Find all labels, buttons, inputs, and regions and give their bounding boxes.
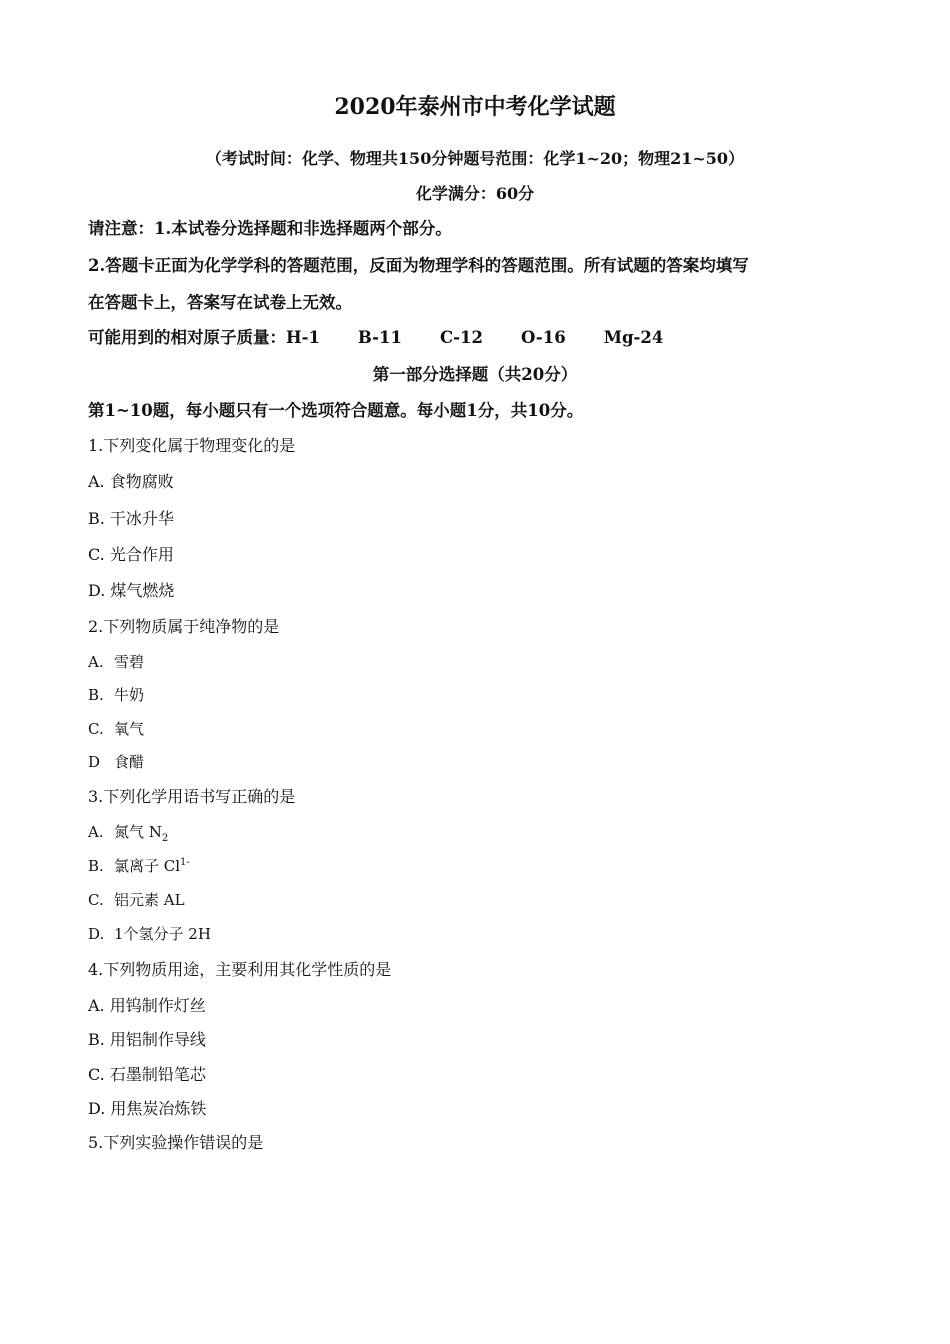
option: [88, 651, 144, 672]
notice-2a: 2.答题卡正面为化学学科的答题范围，反面为物理学科的答题范围。所有试题的答案均填写: [88, 256, 749, 275]
option: [88, 751, 144, 772]
option-text: 雪碧: [114, 653, 145, 671]
question-stem: 4.下列物质用途，主要利用其化学性质的是: [88, 960, 392, 979]
atomic-mass-item: C-12: [439, 328, 483, 347]
option-label: D: [88, 753, 101, 771]
option: C. 石墨制铅笔芯: [88, 1065, 206, 1084]
notice-1: 请注意：1.本试卷分选择题和非选择题两个部分。: [88, 219, 452, 238]
atomic-mass-item: H-1: [286, 328, 320, 347]
exam-time: （考试时间：化学、物理共150分钟题号范围：化学1~20；物理21~50）: [205, 149, 745, 168]
option: [88, 889, 185, 910]
option-text: 牛奶: [114, 686, 145, 704]
atomic-mass-item: O-16: [520, 328, 566, 347]
option: D. 煤气燃烧: [88, 581, 175, 600]
full-score: 化学满分：60分: [415, 184, 535, 203]
option: [88, 855, 190, 876]
question-stem: 1.下列变化属于物理变化的是: [88, 436, 296, 455]
option: A. 食物腐败: [88, 472, 174, 491]
atomic-mass-label: 可能用到的相对原子质量：: [88, 328, 286, 347]
section-instruction: 第1~10题，每小题只有一个选项符合题意。每小题1分，共10分。: [88, 401, 584, 420]
option-text: 食醋: [114, 753, 145, 771]
question-stem: 5.下列实验操作错误的是: [88, 1133, 264, 1152]
option: A. 用钨制作灯丝: [88, 996, 206, 1015]
option: B. 干冰升华: [88, 509, 174, 528]
option-label: C.: [88, 891, 104, 909]
question-stem: 2.下列物质属于纯净物的是: [88, 617, 280, 636]
option-text: 1个氢分子 2H: [114, 925, 211, 943]
option-label: B.: [88, 857, 104, 875]
option: B. 用铝制作导线: [88, 1030, 206, 1049]
option: [88, 684, 144, 705]
option: [88, 821, 168, 844]
section-title: 第一部分选择题（共20分）: [372, 365, 578, 384]
option-text: 氧气: [114, 720, 145, 738]
option-text: 氯离子 Cl: [114, 857, 181, 875]
notice-2b: 在答题卡上，答案写在试卷上无效。: [88, 293, 352, 312]
superscript: 1-: [180, 857, 190, 868]
option-label: A.: [88, 823, 104, 841]
option: [88, 923, 211, 944]
atomic-mass-item: Mg-24: [603, 328, 664, 347]
question-stem: 3.下列化学用语书写正确的是: [88, 787, 296, 806]
option-label: D.: [88, 925, 105, 943]
option-label: A.: [88, 653, 104, 671]
option: C. 光合作用: [88, 545, 174, 564]
option-text: 氮气 N: [114, 823, 162, 841]
atomic-masses: [88, 324, 663, 348]
page-title: 2020年泰州市中考化学试题: [334, 94, 616, 120]
option: [88, 718, 144, 739]
option-label: B.: [88, 686, 104, 704]
subscript: 2: [161, 833, 169, 844]
atomic-mass-item: B-11: [357, 328, 402, 347]
option: D. 用焦炭冶炼铁: [88, 1099, 207, 1118]
option-text: 铝元素 AL: [114, 891, 185, 909]
option-label: C.: [88, 720, 104, 738]
